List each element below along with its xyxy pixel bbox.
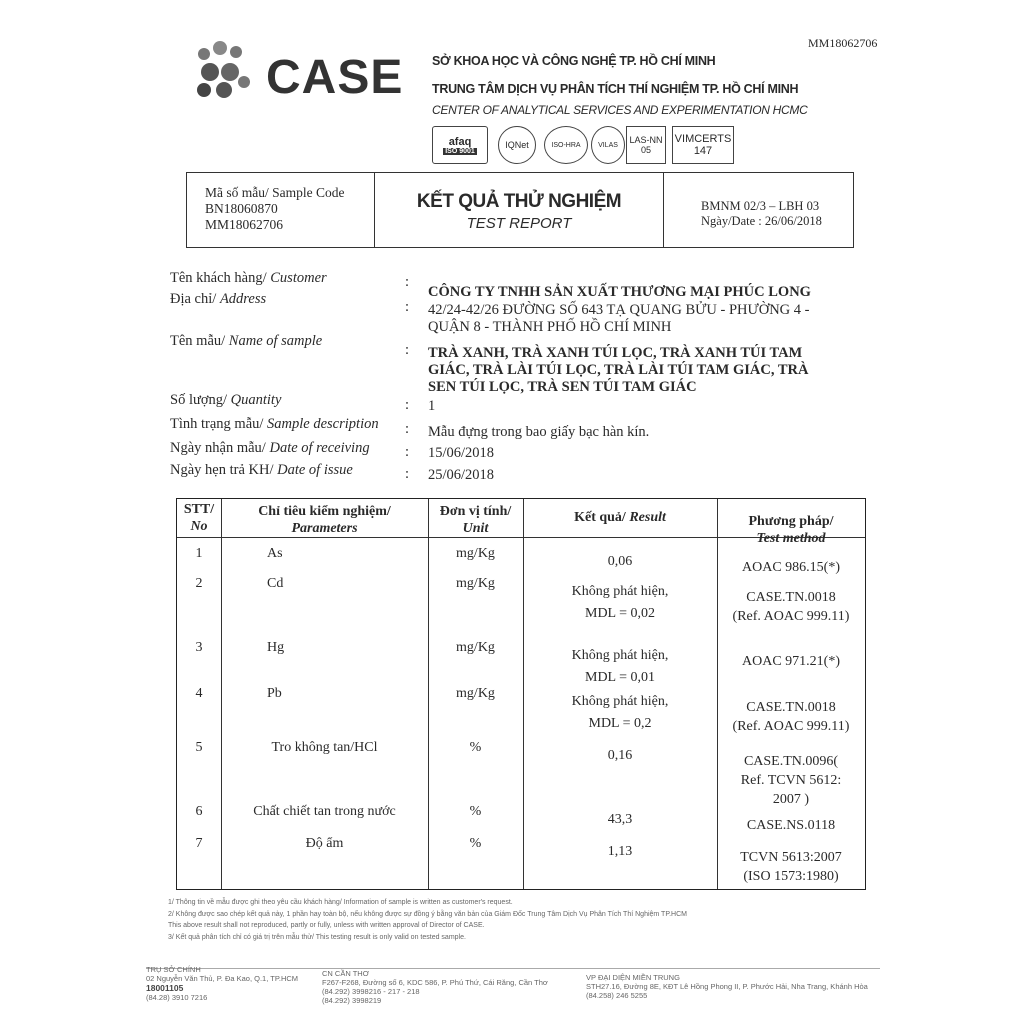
central-office-phone: (84.258) 246 5255: [586, 991, 648, 1000]
footnote-2-en: This above result shall not reproduced, partly or fully, unless with written approval of Director of CASE.: [168, 922, 485, 929]
report-date: Ngày/Date : 26/06/2018: [701, 214, 822, 228]
document-id: MM18062706: [808, 36, 878, 50]
sample-code-block: [187, 173, 375, 247]
hq-address-block: [146, 965, 298, 1002]
form-info-block: [663, 173, 853, 247]
row-unit: mg/Kg: [456, 640, 495, 655]
row-parameter: Độ ẩm: [305, 836, 344, 851]
row-number: 3: [195, 640, 203, 655]
logo-text: CASE: [266, 51, 404, 104]
date-issue-label: Ngày hẹn trả KH/ Date of issue: [170, 462, 353, 478]
central-office-title: VP ĐẠI DIỆN MIỀN TRUNG: [586, 973, 680, 982]
lasnn-label: LAS-NN: [629, 135, 663, 145]
row-method: AOAC 986.15(*): [742, 560, 840, 575]
org-line-3: CENTER OF ANALYTICAL SERVICES AND EXPERIMENTATION HCMC: [432, 103, 808, 117]
report-subtitle: TEST REPORT: [466, 215, 572, 232]
header-no: STT/ No: [183, 502, 215, 534]
iso-cert-badge: ISO-HRA: [544, 126, 588, 164]
cantho-address: F267-F268, Đường số 6, KDC 586, P. Phú Thứ, Cái Răng, Cần Thơ: [322, 978, 548, 987]
row-parameter: As: [267, 546, 283, 561]
case-logo-icon: [190, 38, 260, 102]
date-issue-value: 25/06/2018: [428, 467, 495, 483]
row-result: Không phát hiện,: [571, 584, 669, 599]
row-unit: mg/Kg: [456, 546, 495, 561]
colon: :: [405, 466, 410, 482]
row-result: Không phát hiện,: [571, 648, 669, 663]
row-unit: mg/Kg: [456, 576, 495, 591]
row-method: CASE.NS.0118: [746, 818, 836, 833]
hq-hotline: 18001105: [146, 983, 184, 993]
sample-description-label: Tình trạng mẫu/ Sample description: [170, 416, 379, 432]
report-title: KẾT QUẢ THỬ NGHIỆM: [416, 191, 622, 212]
org-line-2: TRUNG TÂM DỊCH VỤ PHÂN TÍCH THÍ NGHIỆM TP. HỒ CHÍ MINH: [432, 82, 799, 96]
row-parameter: Tro không tan/HCl: [271, 740, 378, 755]
row-number: 2: [195, 576, 203, 591]
header-unit: Đơn vị tính/ Unit: [439, 504, 512, 536]
customer-label: Tên khách hàng/ Customer: [170, 270, 327, 286]
date-receiving-label: Ngày nhận mẫu/ Date of receiving: [170, 440, 370, 456]
cantho-address-block: [322, 969, 548, 1005]
date-receiving-value: 15/06/2018: [428, 445, 495, 461]
vimcerts-number: 147: [693, 145, 713, 157]
header-method: Phương pháp/ Test method: [748, 514, 834, 546]
sample-name-label: Tên mẫu/ Name of sample: [170, 333, 323, 349]
row-method: CASE.TN.0018: [746, 700, 836, 715]
colon: :: [405, 342, 410, 358]
row-result-mdl: MDL = 0,2: [588, 716, 652, 731]
org-line-1: SỞ KHOA HỌC VÀ CÔNG NGHỆ TP. HỒ CHÍ MINH: [432, 54, 716, 68]
sample-name-line-3: SEN TÚI LỌC, TRÀ SEN TÚI TAM GIÁC: [428, 379, 697, 395]
row-result-mdl: MDL = 0,01: [585, 670, 655, 685]
sample-description-value: Mẫu đựng trong bao giấy bạc hàn kín.: [428, 424, 650, 440]
row-method-ref: Ref. TCVN 5612:: [740, 773, 842, 788]
row-method-ref: (Ref. AOAC 999.11): [732, 719, 850, 734]
colon: :: [405, 421, 410, 437]
sample-code-1: BN18060870: [205, 201, 278, 216]
colon: :: [405, 444, 410, 460]
cantho-phone-1: (84.292) 3998216 - 217 - 218: [322, 987, 420, 996]
afaq-sub: ISO 9001: [445, 147, 475, 155]
footnote-2: 2/ Không được sao chép kết quả này, 1 phần hay toàn bộ, nếu không được sự đồng ý bằng văn bản của Giám Đốc Trung Tâm Dịch Vụ Phân Tích Thí Nghiệm TP.HCM: [168, 911, 687, 918]
header-result: Kết quả/ Result: [574, 510, 666, 525]
lasnn-cert-badge: [626, 126, 666, 164]
vimcerts-label: VIMCERTS: [674, 133, 732, 145]
quantity-value: 1: [428, 398, 436, 414]
footnote-3: 3/ Kết quả phân tích chỉ có giá trị trên mẫu thử/ This testing result is only valid on tested sample.: [168, 934, 466, 941]
cantho-title: CN CẦN THƠ: [322, 969, 370, 978]
row-method-ref-2: 2007 ): [772, 792, 810, 807]
address-line-2: QUẬN 8 - THÀNH PHỐ HỒ CHÍ MINH: [428, 319, 672, 335]
colon: :: [405, 397, 410, 413]
row-result: 1,13: [607, 844, 633, 859]
customer-value: CÔNG TY TNHH SẢN XUẤT THƯƠNG MẠI PHÚC LONG: [428, 284, 811, 300]
row-unit: mg/Kg: [456, 686, 495, 701]
report-header-box: [186, 172, 854, 248]
footnote-1: 1/ Thông tin về mẫu được ghi theo yêu cầu khách hàng/ Information of sample is written as customer's request.: [168, 899, 513, 906]
vilas-cert-badge: VILAS: [591, 126, 625, 164]
report-title-block: [375, 173, 664, 247]
row-result: Không phát hiện,: [571, 694, 669, 709]
form-number: BMNM 02/3 – LBH 03: [701, 199, 820, 213]
sample-code-label: Mã số mẫu/ Sample Code: [205, 185, 345, 200]
iqnet-cert-badge: IQNet: [498, 126, 536, 164]
colon: :: [405, 274, 410, 290]
row-unit: %: [469, 836, 482, 851]
address-line-1: 42/24-42/26 ĐƯỜNG SỐ 643 TẠ QUANG BỬU - PHƯỜNG 4 -: [428, 302, 810, 318]
row-unit: %: [469, 740, 482, 755]
sample-name-line-2: GIÁC, TRÀ LÀI TÚI LỌC, TRÀ LÀI TÚI TAM GIÁC, TRÀ: [428, 362, 809, 378]
central-office-address-block: [586, 973, 868, 1000]
afaq-label: afaq: [448, 135, 472, 148]
lasnn-number: 05: [640, 145, 651, 155]
quantity-label: Số lượng/ Quantity: [170, 392, 282, 408]
hq-address: 02 Nguyễn Văn Thủ, P. Đa Kao, Q.1, TP.HCM: [146, 974, 299, 983]
sample-code-2: MM18062706: [205, 217, 284, 232]
central-office-address: STH27.16, Đường 8E, KĐT Lê Hồng Phong II, P. Phước Hải, Nha Trang, Khánh Hòa: [586, 982, 868, 991]
vimcerts-cert-badge: [672, 126, 734, 164]
row-result: 43,3: [607, 812, 633, 827]
row-number: 7: [195, 836, 203, 851]
row-number: 5: [195, 740, 203, 755]
hq-phone: (84.28) 3910 7216: [146, 993, 208, 1002]
row-method-ref: (Ref. AOAC 999.11): [732, 609, 850, 624]
header-parameters: Chỉ tiêu kiểm nghiệm/ Parameters: [258, 504, 391, 536]
row-number: 6: [195, 804, 203, 819]
row-parameter: Pb: [267, 686, 282, 701]
row-method: CASE.TN.0096(: [743, 754, 839, 769]
row-method: AOAC 971.21(*): [742, 654, 840, 669]
row-unit: %: [469, 804, 482, 819]
row-parameter: Chất chiết tan trong nước: [253, 804, 396, 819]
hq-title: TRỤ SỞ CHÍNH: [146, 965, 201, 974]
colon: :: [405, 299, 410, 315]
afaq-cert-badge: [432, 126, 488, 164]
row-parameter: Cd: [267, 576, 284, 591]
row-result: 0,16: [607, 748, 633, 763]
row-result: 0,06: [607, 554, 633, 569]
row-result-mdl: MDL = 0,02: [585, 606, 655, 621]
row-method-ref: (ISO 1573:1980): [743, 869, 839, 884]
row-number: 4: [195, 686, 203, 701]
cantho-phone-2: (84.292) 3998219: [322, 996, 382, 1005]
results-table: [176, 498, 866, 890]
row-parameter: Hg: [267, 640, 285, 655]
row-method: TCVN 5613:2007: [740, 850, 842, 865]
address-label: Địa chỉ/ Address: [170, 291, 267, 307]
row-method: CASE.TN.0018: [746, 590, 836, 605]
sample-name-line-1: TRÀ XANH, TRÀ XANH TÚI LỌC, TRÀ XANH TÚI TAM: [428, 345, 803, 361]
row-number: 1: [195, 546, 203, 561]
